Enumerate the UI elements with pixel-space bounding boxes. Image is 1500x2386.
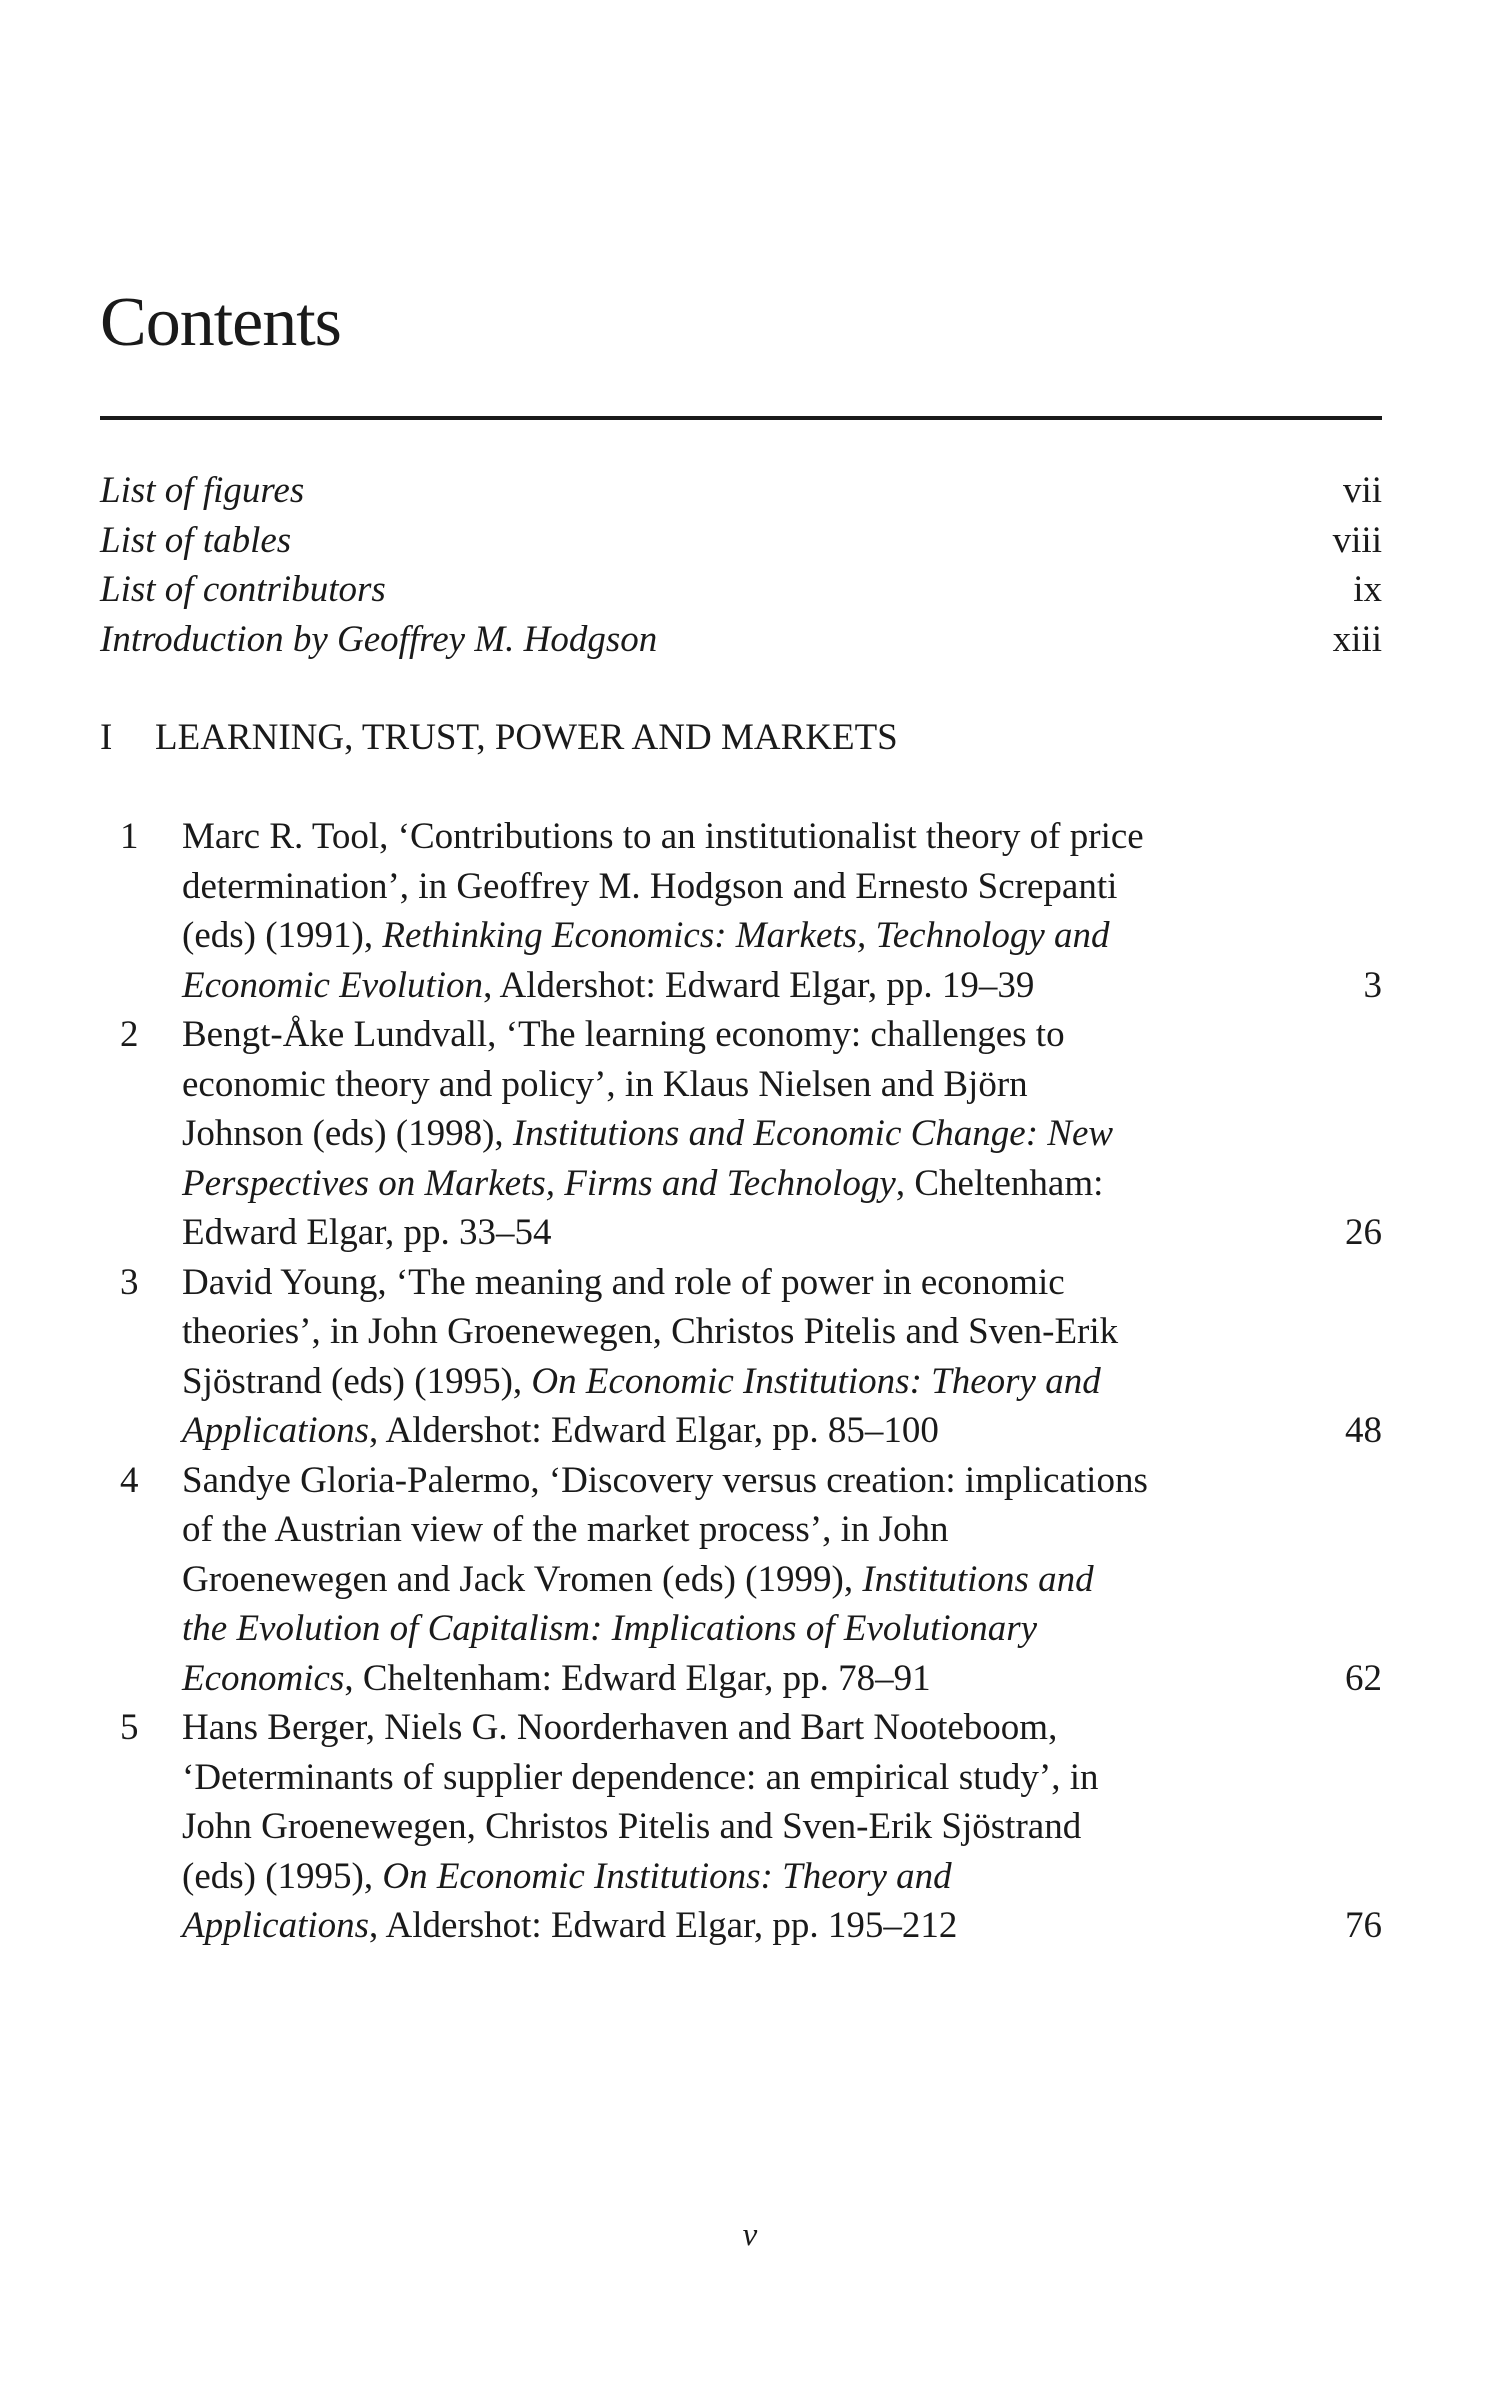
prelims-item-page: ix xyxy=(1353,569,1382,610)
citation-italic-text: Institutions and xyxy=(862,1558,1094,1600)
chapter-number: 4 xyxy=(120,1459,139,1501)
citation-text: Edward Elgar, pp. 33–54 xyxy=(182,1212,552,1253)
citation-text: Groenewegen and Jack Vromen (eds) (1999), xyxy=(182,1558,863,1600)
chapter-entry xyxy=(100,1456,1382,1704)
citation-text: theories’, in John Groenewegen, Christos Pitelis and Sven-Erik xyxy=(182,1311,1119,1352)
part-heading xyxy=(100,713,1382,763)
citation-line xyxy=(182,1604,1282,1654)
citation-text: ‘Determinants of supplier dependence: an empirical study’, in xyxy=(182,1756,1099,1798)
citation-line xyxy=(182,1406,1282,1456)
citation-line xyxy=(182,1753,1282,1803)
citation-line xyxy=(182,1060,1282,1110)
chapter-page-number: 76 xyxy=(1345,1905,1382,1946)
citation-line xyxy=(182,1010,1282,1060)
citation-line xyxy=(182,1703,1282,1753)
page-title: Contents xyxy=(100,284,341,361)
citation-text: , Cheltenham: xyxy=(895,1162,1104,1204)
citation-text: Sjöstrand (eds) (1995), xyxy=(182,1360,532,1402)
chapter-list xyxy=(100,812,1382,1951)
citation-italic-text: Rethinking Economics: Markets, Technology and xyxy=(382,915,1110,956)
citation-line xyxy=(182,1456,1282,1506)
chapter-citation xyxy=(182,1010,1282,1258)
prelims-item-title: List of contributors xyxy=(100,569,386,610)
citation-italic-text: Applications xyxy=(182,1410,370,1451)
chapter-entry xyxy=(100,1703,1382,1951)
page-number: v xyxy=(742,2217,758,2253)
citation-italic-text: Applications xyxy=(182,1905,370,1946)
citation-text: Bengt-Åke Lundvall, ‘The learning economy: challenges to xyxy=(182,1014,1065,1055)
citation-line xyxy=(182,812,1282,862)
citation-italic-text: Economics xyxy=(182,1657,345,1699)
citation-italic-text: On Economic Institutions: Theory and xyxy=(382,1855,952,1897)
citation-text: Sandye Gloria-Palermo, ‘Discovery versus creation: implications xyxy=(182,1459,1148,1501)
citation-line xyxy=(182,1654,1282,1704)
citation-text: (eds) (1995), xyxy=(182,1855,383,1897)
citation-line xyxy=(182,862,1282,912)
chapter-citation xyxy=(182,1703,1282,1951)
citation-line xyxy=(182,1109,1282,1159)
prelims-list xyxy=(100,466,1382,664)
chapter-number: 1 xyxy=(120,816,139,857)
chapter-page-number: 62 xyxy=(1345,1657,1382,1699)
citation-line xyxy=(182,1258,1282,1308)
citation-text: Marc R. Tool, ‘Contributions to an institutionalist theory of price xyxy=(182,816,1144,857)
citation-line xyxy=(182,1505,1282,1555)
citation-text: of the Austrian view of the market process’, in John xyxy=(182,1509,949,1550)
prelims-item xyxy=(100,565,1382,615)
chapter-citation xyxy=(182,1456,1282,1704)
citation-text: determination’, in Geoffrey M. Hodgson and Ernesto Screpanti xyxy=(182,865,1118,907)
citation-line xyxy=(182,1159,1282,1209)
citation-line xyxy=(182,1555,1282,1605)
citation-text: David Young, ‘The meaning and role of power in economic xyxy=(182,1261,1065,1303)
chapter-number: 5 xyxy=(120,1707,139,1748)
citation-text: , Aldershot: Edward Elgar, pp. 19–39 xyxy=(483,964,1035,1006)
prelims-item xyxy=(100,516,1382,566)
citation-text: , Cheltenham: Edward Elgar, pp. 78–91 xyxy=(344,1657,931,1699)
citation-italic-text: Perspectives on Markets, Firms and Technology xyxy=(182,1162,896,1204)
citation-line xyxy=(182,1307,1282,1357)
citation-italic-text: the Evolution of Capitalism: Implications of Evolutionary xyxy=(182,1608,1038,1649)
prelims-item xyxy=(100,615,1382,665)
chapter-number: 3 xyxy=(120,1261,139,1303)
citation-text: , Aldershot: Edward Elgar, pp. 195–212 xyxy=(369,1905,958,1946)
chapter-entry xyxy=(100,812,1382,1010)
prelims-item-page: xiii xyxy=(1332,618,1382,660)
part-number: I xyxy=(100,717,113,758)
citation-line xyxy=(182,1357,1282,1407)
chapter-citation xyxy=(182,812,1282,1010)
citation-line xyxy=(182,1901,1282,1951)
citation-line xyxy=(182,911,1282,961)
chapter-page-number: 26 xyxy=(1345,1212,1382,1253)
citation-text: economic theory and policy’, in Klaus Nielsen and Björn xyxy=(182,1063,1028,1105)
citation-line xyxy=(182,1852,1282,1902)
citation-italic-text: Institutions and Economic Change: New xyxy=(512,1113,1114,1154)
chapter-entry xyxy=(100,1258,1382,1456)
citation-line xyxy=(182,1208,1282,1258)
prelims-item-title: List of figures xyxy=(100,470,305,511)
chapter-number: 2 xyxy=(120,1014,139,1055)
citation-line xyxy=(182,1802,1282,1852)
chapter-entry xyxy=(100,1010,1382,1258)
citation-text: Hans Berger, Niels G. Noorderhaven and Bart Nooteboom, xyxy=(182,1707,1058,1748)
prelims-item-page: viii xyxy=(1332,519,1382,561)
prelims-item-title: Introduction by Geoffrey M. Hodgson xyxy=(100,618,658,660)
citation-text: John Groenewegen, Christos Pitelis and Sven-Erik Sjöstrand xyxy=(182,1806,1082,1847)
chapter-citation xyxy=(182,1258,1282,1456)
citation-line xyxy=(182,961,1282,1011)
citation-italic-text: On Economic Institutions: Theory and xyxy=(531,1360,1101,1402)
prelims-item-page: vii xyxy=(1342,470,1382,511)
chapter-page-number: 48 xyxy=(1345,1410,1382,1451)
citation-italic-text: Economic Evolution xyxy=(182,964,484,1006)
chapter-page-number: 3 xyxy=(1363,964,1382,1006)
citation-text: Johnson (eds) (1998), xyxy=(182,1113,513,1154)
prelims-item xyxy=(100,466,1382,516)
citation-text: (eds) (1991), xyxy=(182,915,383,956)
part-title: LEARNING, TRUST, POWER AND MARKETS xyxy=(155,717,898,758)
title-rule xyxy=(100,416,1382,420)
citation-text: , Aldershot: Edward Elgar, pp. 85–100 xyxy=(369,1410,939,1451)
prelims-item-title: List of tables xyxy=(100,519,292,561)
